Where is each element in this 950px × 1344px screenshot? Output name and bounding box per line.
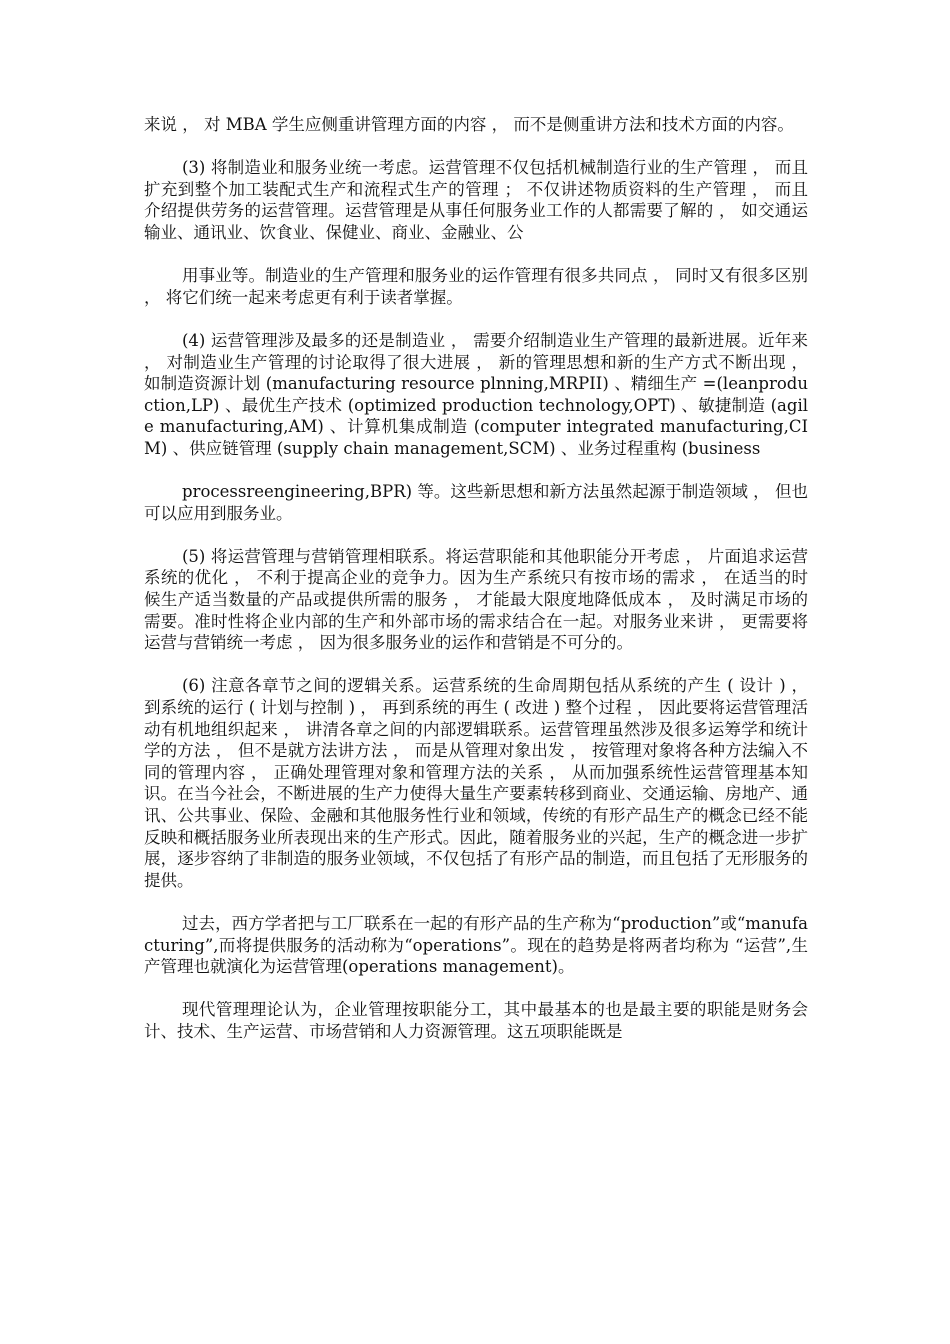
document-page — [144, 114, 814, 1064]
paragraph-point-4: (4) 运营管理涉及最多的还是制造业 ， 需要介绍制造业生产管理的最新进展。近年来 ， 对制造业生产管理的讨论取得了很大进展 ， 新的管理思想和新的生产方式不断出现 ， 如制造资源计划 (manufacturing resource plnning,MRPII) 、精细生产 =(leanproduction,LP) 、最优生产技术 (optimized production technology,OPT) 、敏捷制造 (agile manufacturing,AM) 、计算机集成制造 (computer integrated manufacturing,CIM) 、供应链管理 (supply chain management,SCM) 、业务过程重构 (business — [144, 330, 814, 458]
paragraph-history: 过去，西方学者把与工厂联系在一起的有形产品的生产称为“production”或“manufacturing”,而将提供服务的活动称为“operations”。现在的趋势是将两者均称为 “运营”,生产管理也就演化为运营管理(operations management)。 — [144, 913, 808, 977]
paragraph-point-5: (5) 将运营管理与营销管理相联系。将运营职能和其他职能分开考虑 ， 片面追求运营系统的优化 ， 不利于提高企业的竞争力。因为生产系统只有按市场的需求 ， 在适当的时候生产适当数量的产品或提供所需的服务 ， 才能最大限度地降低成本 ， 及时满足市场的需要。准时性将企业内部的生产和外部市场的需求结合在一起。对服务业来讲 ， 更需要将运营与营销统一考虑 ， 因为很多服务业的运作和营销是不可分的。 — [144, 546, 808, 653]
paragraph-intro-continued: 来说 ， 对 MBA 学生应侧重讲管理方面的内容 ， 而不是侧重讲方法和技术方面的内容。 — [144, 115, 794, 134]
paragraph-point-3: (3) 将制造业和服务业统一考虑。运营管理不仅包括机械制造行业的生产管理 ， 而且扩充到整个加工装配式生产和流程式生产的管理 ； 不仅讲述物质资料的生产管理 ， 而且介绍提供劳务的运营管理。运营管理是从事任何服务业工作的人都需要了解的 ， 如交通运输业、通讯业、饮食业、保健业、商业、金融业、公 — [144, 158, 808, 242]
paragraph-point-6: (6) 注意各章节之间的逻辑关系。运营系统的生命周期包括从系统的产生 ( 设计 ) ， 到系统的运行 ( 计划与控制 ) ， 再到系统的再生 ( 改进 ) 整个过程 ， 因此要将运营管理活动有机地组织起来 ， 讲清各章之间的内部逻辑联系。运营管理虽然涉及很多运筹学和统计学的方法 ， 但不是就方法讲方法 ， 而是从管理对象出发 ， 按管理对象将各种方法编入不同的管理内容 ， 正确处理管理对象和管理方法的关系 ， 从而加强系统性运营管理基本知识。在当今社会，不断进展的生产力使得大量生产要素转移到商业、交通运输、房地产、通讯、公共事业、保险、金融和其他服务性行业和领域，传统的有形产品生产的概念已经不能反映和概括服务业所表现出来的生产形式。因此，随着服务业的兴起，生产的概念进一步扩展，逐步容纳了非制造的服务业领域，不仅包括了有形产品的制造，而且包括了无形服务的提供。 — [144, 676, 814, 890]
paragraph-point-4-continued: processreengineering,BPR) 等。这些新思想和新方法虽然起源于制造领域 ， 但也可以应用到服务业。 — [144, 482, 808, 523]
paragraph-point-3-continued: 用事业等。制造业的生产管理和服务业的运作管理有很多共同点 ， 同时又有很多区别 ， 将它们统一起来考虑更有利于读者掌握。 — [144, 266, 814, 307]
paragraph-modern-theory: 现代管理理论认为，企业管理按职能分工，其中最基本的也是最主要的职能是财务会计、技术、生产运营、市场营销和人力资源管理。这五项职能既是 — [144, 1000, 808, 1041]
